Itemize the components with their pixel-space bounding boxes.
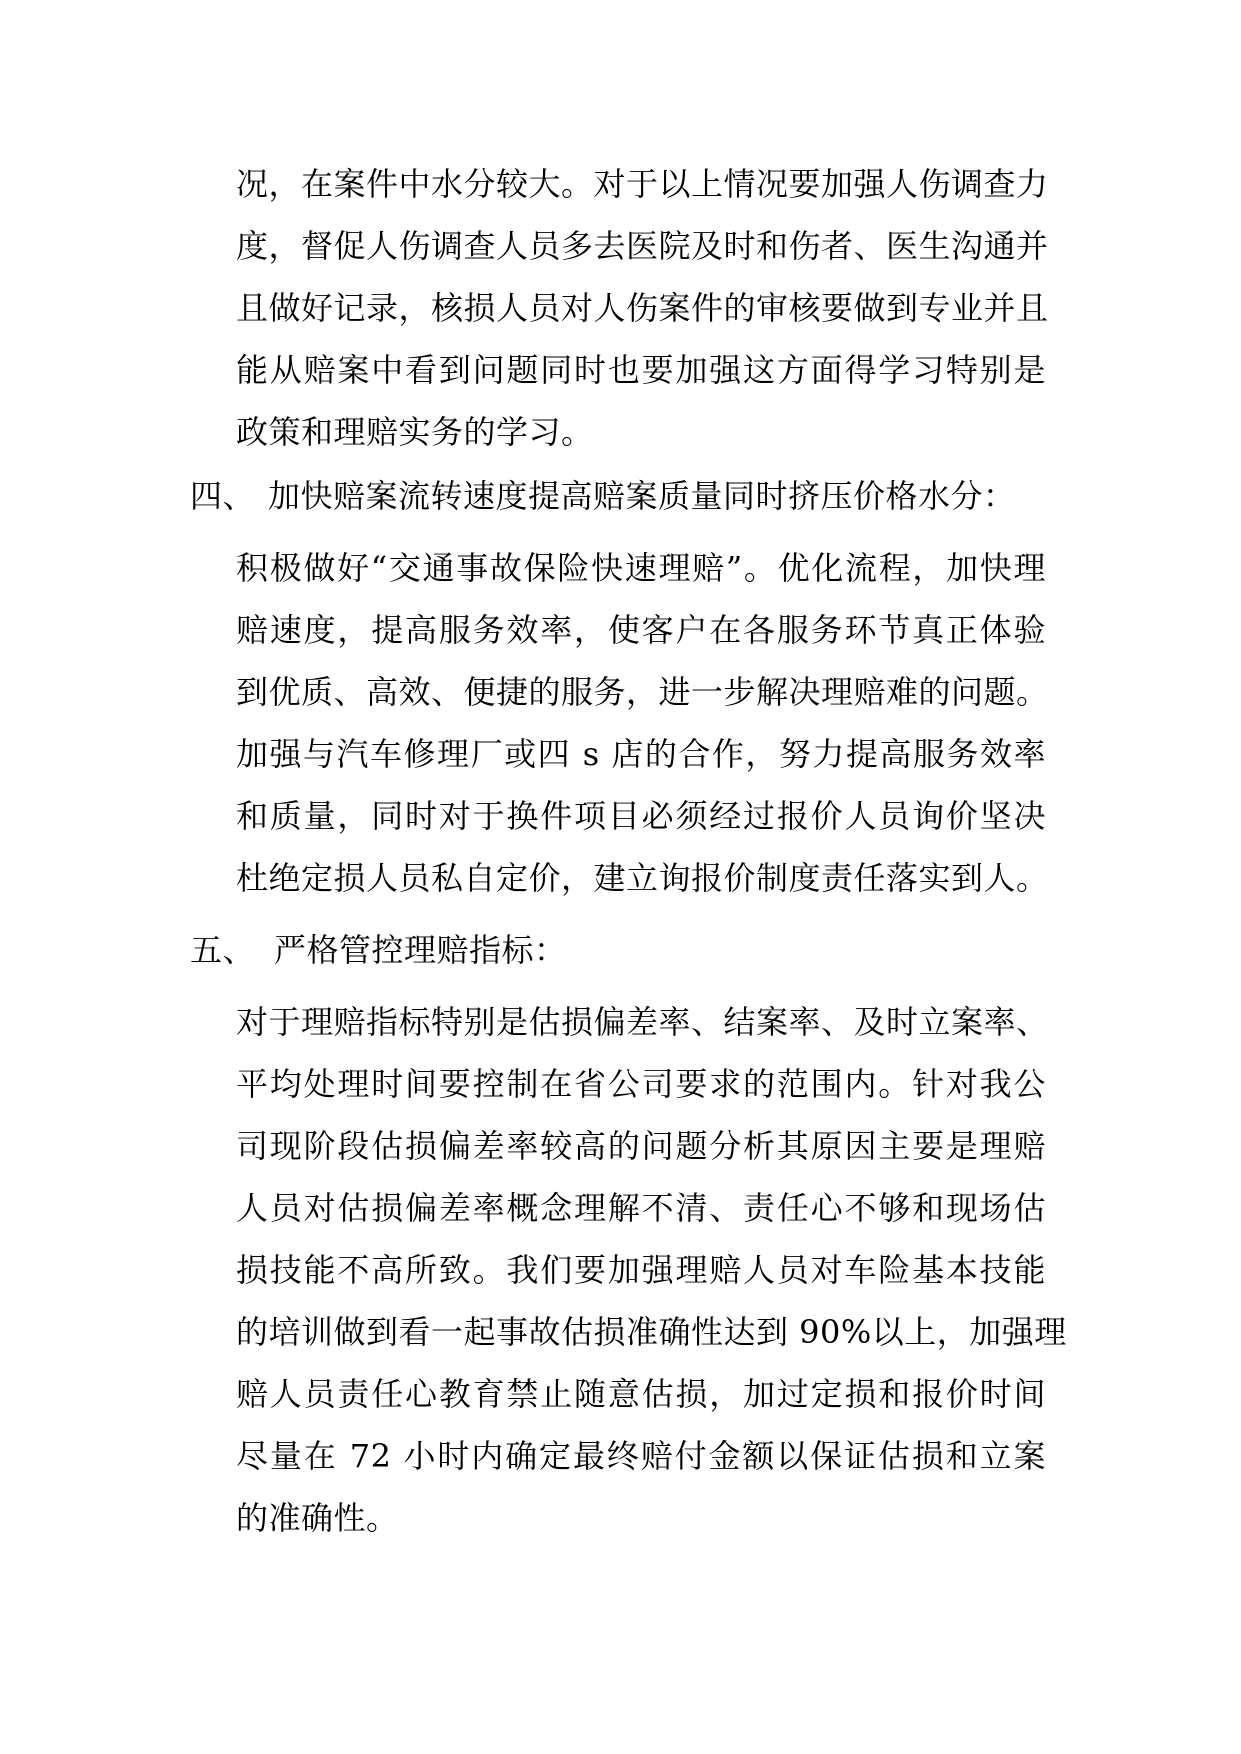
body-line: 政策和理赔实务的学习。 xyxy=(236,413,594,451)
body-line: 赔速度，提高服务效率，使客户在各服务环节真正体验 xyxy=(236,611,1046,649)
body-line: 且做好记录，核损人员对人伤案件的审核要做到专业并且 xyxy=(236,289,1049,327)
body-line: 杜绝定损人员私自定价，建立询报价制度责任落实到人。 xyxy=(236,859,1049,897)
body-line: 对于理赔指标特别是估损偏差率、结案率、及时立案率、 xyxy=(236,1003,1049,1041)
section-number: 四、 xyxy=(190,477,256,515)
body-line: 损技能不高所致。我们要加强理赔人员对车险基本技能 xyxy=(236,1251,1046,1289)
body-line: 积极做好“交通事故保险快速理赔”。优化流程，加快理 xyxy=(236,549,1046,587)
body-line: 的培训做到看一起事故估损准确性达到 90%以上，加强理 xyxy=(236,1313,1067,1351)
body-line: 平均处理时间要控制在省公司要求的范围内。针对我公 xyxy=(236,1065,1046,1103)
body-line: 尽量在 72 小时内确定最终赔付金额以保证估损和立案 xyxy=(236,1437,1046,1475)
body-line: 度，督促人伤调查人员多去医院及时和伤者、医生沟通并 xyxy=(236,227,1049,265)
body-line: 人员对估损偏差率概念理解不清、责任心不够和现场估 xyxy=(236,1189,1046,1227)
body-line: 加强与汽车修理厂或四 s 店的合作，努力提高服务效率 xyxy=(236,735,1046,773)
body-line: 司现阶段估损偏差率较高的问题分析其原因主要是理赔 xyxy=(236,1127,1046,1165)
section-heading: 严格管控理赔指标： xyxy=(274,931,567,969)
body-line: 况，在案件中水分较大。对于以上情况要加强人伤调查力 xyxy=(236,165,1049,203)
body-line: 到优质、高效、便捷的服务，进一步解决理赔难的问题。 xyxy=(236,673,1049,711)
body-line: 赔人员责任心教育禁止随意估损，加过定损和报价时间 xyxy=(236,1375,1046,1413)
body-line: 和质量，同时对于换件项目必须经过报价人员询价坚决 xyxy=(236,797,1046,835)
body-line: 能从赔案中看到问题同时也要加强这方面得学习特别是 xyxy=(236,351,1046,389)
section-number: 五、 xyxy=(190,931,256,969)
section-heading: 加快赔案流转速度提高赔案质量同时挤压价格水分： xyxy=(268,477,1016,515)
body-line: 的准确性。 xyxy=(236,1499,399,1537)
